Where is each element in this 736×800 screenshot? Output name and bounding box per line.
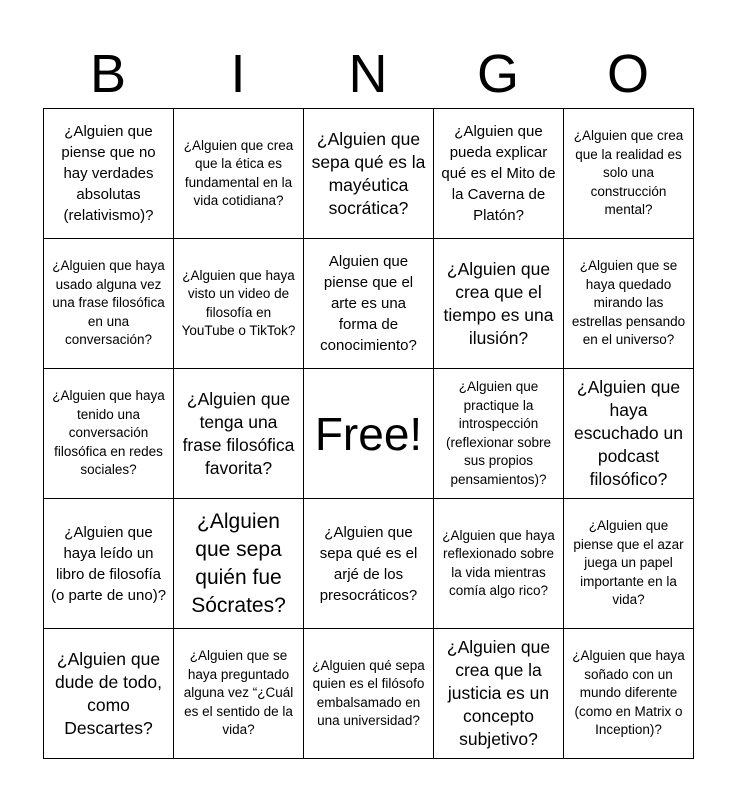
bingo-cell: ¿Alguien que crea que el tiempo es una ilusión?: [434, 239, 564, 369]
header-letter-g: G: [476, 44, 519, 104]
bingo-cell: ¿Alguien que piense que el azar juega un papel importante en la vida?: [564, 499, 694, 629]
bingo-cell: ¿Alguien que se haya quedado mirando las estrellas pensando en el universo?: [564, 239, 694, 369]
bingo-cell: ¿Alguien que haya escuchado un podcast filosófico?: [564, 369, 694, 499]
free-space: Free!: [304, 369, 434, 499]
bingo-cell: Alguien que piense que el arte es una forma de conocimiento?: [304, 239, 434, 369]
header-letter-b: B: [89, 44, 127, 104]
bingo-header: [43, 40, 693, 108]
header-letter-i: I: [230, 44, 246, 104]
bingo-cell: ¿Alguien que crea que la realidad es solo una construcción mental?: [564, 109, 694, 239]
bingo-row: [44, 109, 694, 239]
bingo-cell: ¿Alguien que piense que no hay verdades absolutas (relativismo)?: [44, 109, 174, 239]
bingo-cell: ¿Alguien que haya usado alguna vez una frase filosófica en una conversación?: [44, 239, 174, 369]
bingo-cell: ¿Alguien que crea que la justicia es un concepto subjetivo?: [434, 629, 564, 759]
bingo-cell: ¿Alguien que haya visto un video de filosofía en YouTube o TikTok?: [174, 239, 304, 369]
bingo-cell: ¿Alguien que haya leído un libro de filosofía (o parte de uno)?: [44, 499, 174, 629]
bingo-cell: ¿Alguien que pueda explicar qué es el Mito de la Caverna de Platón?: [434, 109, 564, 239]
bingo-cell: ¿Alguien que haya soñado con un mundo diferente (como en Matrix o Inception)?: [564, 629, 694, 759]
bingo-row: [44, 369, 694, 499]
bingo-cell: ¿Alguien que haya reflexionado sobre la vida mientras comía algo rico?: [434, 499, 564, 629]
bingo-row: [44, 239, 694, 369]
bingo-cell: ¿Alguien que sepa qué es el arjé de los presocráticos?: [304, 499, 434, 629]
bingo-cell: ¿Alguien que dude de todo, como Descartes?: [44, 629, 174, 759]
bingo-cell: ¿Alguien qué sepa quien es el filósofo embalsamado en una universidad?: [304, 629, 434, 759]
bingo-cell: ¿Alguien que sepa quién fue Sócrates?: [174, 499, 304, 629]
bingo-row: [44, 629, 694, 759]
bingo-cell: ¿Alguien que crea que la ética es fundamental en la vida cotidiana?: [174, 109, 304, 239]
bingo-cell: ¿Alguien que practique la introspección (reflexionar sobre sus propios pensamientos)?: [434, 369, 564, 499]
header-letter-n: N: [348, 44, 388, 104]
bingo-row: [44, 499, 694, 629]
header-letter-o: O: [606, 44, 649, 104]
bingo-cell: ¿Alguien que haya tenido una conversación filosófica en redes sociales?: [44, 369, 174, 499]
bingo-cell: ¿Alguien que sepa qué es la mayéutica socrática?: [304, 109, 434, 239]
bingo-cell: ¿Alguien que se haya preguntado alguna vez “¿Cuál es el sentido de la vida?: [174, 629, 304, 759]
bingo-cell: ¿Alguien que tenga una frase filosófica favorita?: [174, 369, 304, 499]
bingo-grid: [43, 108, 694, 759]
